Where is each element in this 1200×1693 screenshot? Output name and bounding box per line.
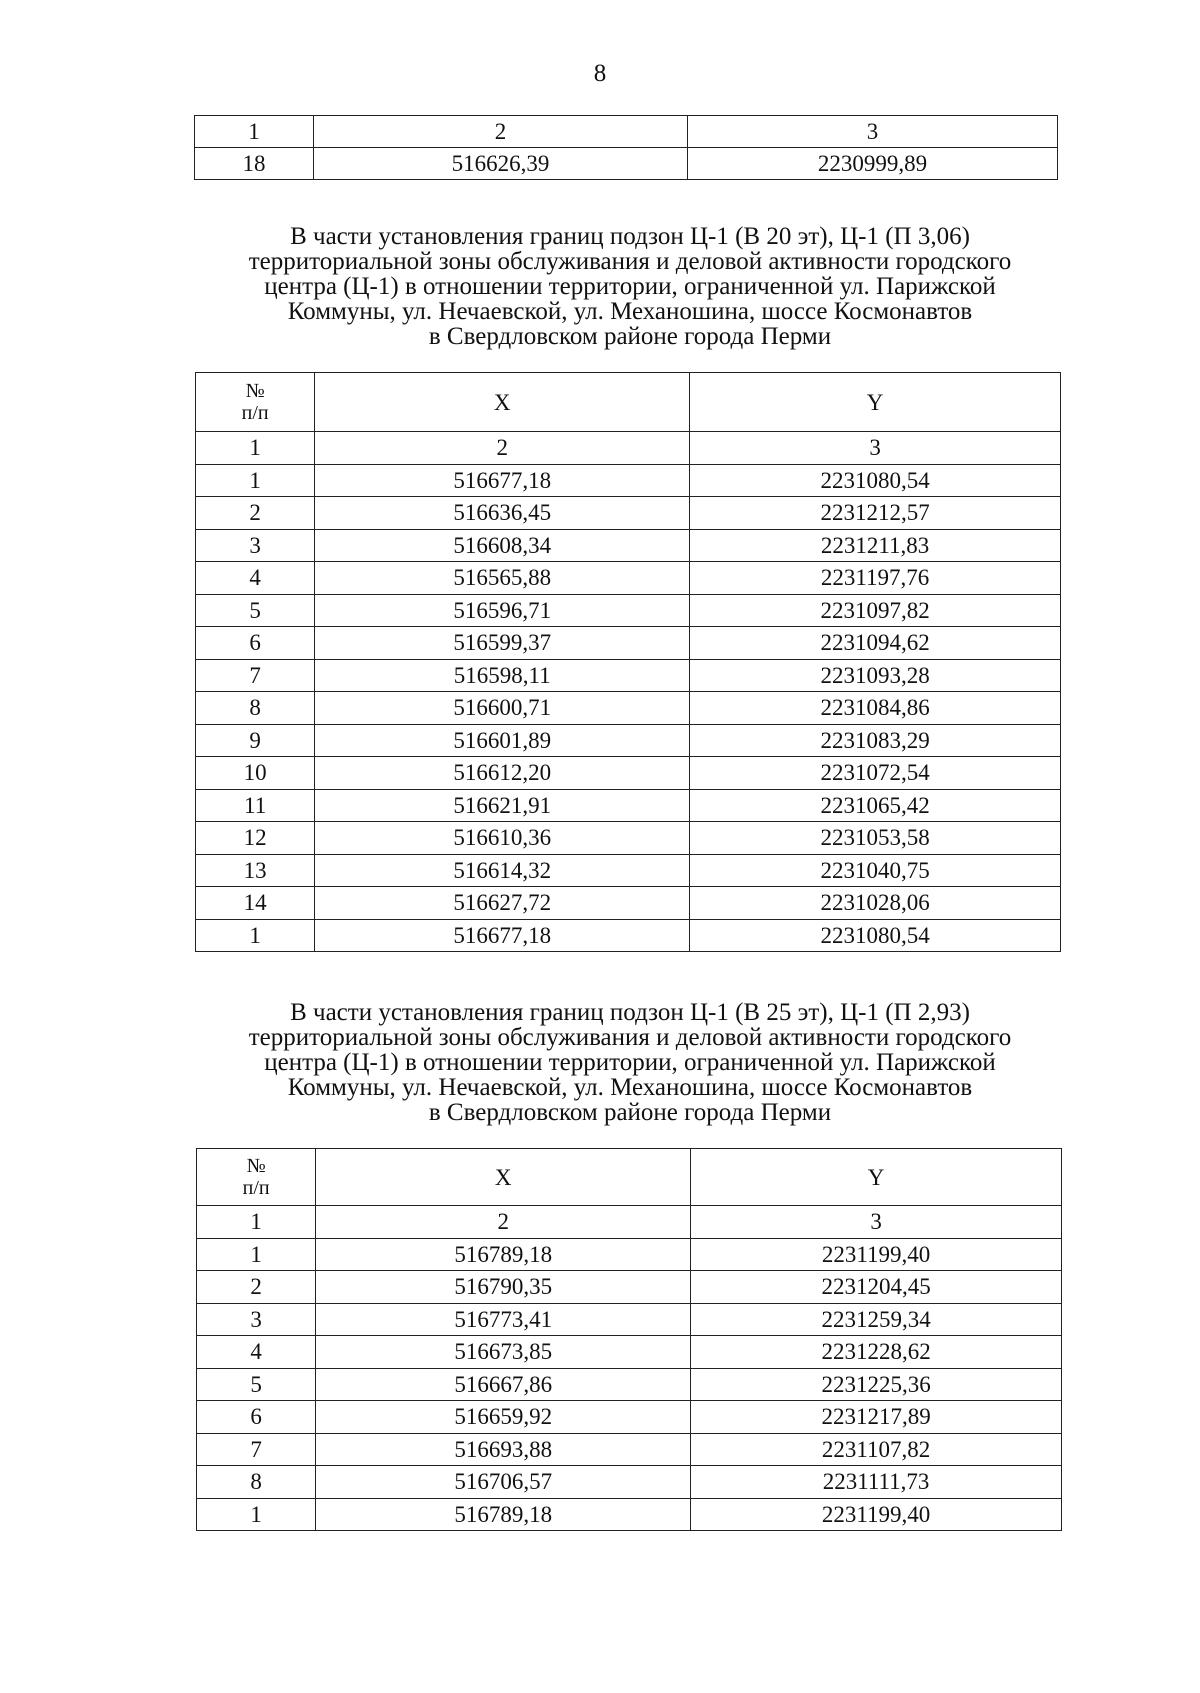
table-row bbox=[197, 1271, 1062, 1304]
header-y: Y bbox=[690, 373, 1061, 432]
row-number-cell: 6 bbox=[197, 1401, 316, 1434]
row-number-cell: 7 bbox=[197, 1433, 316, 1466]
index-cell-3: 3 bbox=[691, 1206, 1062, 1239]
index-cell-2: 2 bbox=[314, 116, 688, 148]
x-cell: 516601,89 bbox=[315, 724, 690, 757]
y-cell: 2231204,45 bbox=[691, 1271, 1062, 1304]
x-cell: 516673,85 bbox=[316, 1336, 691, 1369]
heading-line: В части установления границ подзон Ц-1 (В 20 эт), Ц-1 (П 3,06) bbox=[290, 223, 970, 250]
y-cell: 2231053,58 bbox=[690, 822, 1061, 855]
table-row bbox=[196, 627, 1061, 660]
table-row bbox=[197, 1336, 1062, 1369]
x-cell: 516565,88 bbox=[315, 562, 690, 595]
header-number bbox=[197, 1149, 316, 1206]
row-number-cell: 3 bbox=[196, 529, 315, 562]
table-row bbox=[196, 822, 1061, 855]
x-cell: 516596,71 bbox=[315, 594, 690, 627]
table-row bbox=[196, 594, 1061, 627]
y-cell: 2231093,28 bbox=[690, 659, 1061, 692]
section-2-heading bbox=[100, 1000, 1160, 1125]
x-cell: 516608,34 bbox=[315, 529, 690, 562]
table-row bbox=[197, 1368, 1062, 1401]
x-cell: 516677,18 bbox=[315, 464, 690, 497]
heading-line: территориальной зоны обслуживания и деловой активности городского bbox=[248, 248, 1012, 275]
table-row bbox=[196, 562, 1061, 595]
row-number-cell: 2 bbox=[197, 1271, 316, 1304]
row-number-cell: 11 bbox=[196, 789, 315, 822]
section-1-coordinates-table bbox=[195, 372, 1061, 952]
row-number-cell: 1 bbox=[196, 919, 315, 952]
row-number-cell: 9 bbox=[196, 724, 315, 757]
y-cell: 2230999,89 bbox=[688, 148, 1058, 180]
row-number-cell: 1 bbox=[196, 464, 315, 497]
row-number-cell: 5 bbox=[197, 1368, 316, 1401]
y-cell: 2231225,36 bbox=[691, 1368, 1062, 1401]
index-cell-1: 1 bbox=[196, 432, 315, 465]
table-row bbox=[195, 148, 1058, 180]
x-cell: 516693,88 bbox=[316, 1433, 691, 1466]
row-number-cell: 12 bbox=[196, 822, 315, 855]
y-cell: 2231199,40 bbox=[691, 1498, 1062, 1531]
heading-line: Коммуны, ул. Нечаевской, ул. Механошина, шоссе Космонавтов bbox=[287, 1074, 973, 1101]
index-cell-1: 1 bbox=[197, 1206, 316, 1239]
header-number-pp: п/п bbox=[241, 402, 269, 424]
x-cell: 516677,18 bbox=[315, 919, 690, 952]
y-cell: 2231028,06 bbox=[690, 887, 1061, 920]
y-cell: 2231197,76 bbox=[690, 562, 1061, 595]
index-cell-1: 1 bbox=[195, 116, 314, 148]
header-number-pp: п/п bbox=[242, 1177, 270, 1199]
heading-line: центра (Ц-1) в отношении территории, ограниченной ул. Парижской bbox=[264, 273, 996, 300]
table-row bbox=[197, 1303, 1062, 1336]
y-cell: 2231072,54 bbox=[690, 757, 1061, 790]
table-row bbox=[196, 497, 1061, 530]
x-cell: 516612,20 bbox=[315, 757, 690, 790]
header-x: X bbox=[315, 373, 690, 432]
table-row bbox=[196, 724, 1061, 757]
table-header-row bbox=[196, 373, 1061, 432]
row-number-cell: 8 bbox=[197, 1466, 316, 1499]
x-cell: 516610,36 bbox=[315, 822, 690, 855]
index-cell-3: 3 bbox=[688, 116, 1058, 148]
heading-line: территориальной зоны обслуживания и деловой активности городского bbox=[248, 1024, 1012, 1051]
header-number-sign: № bbox=[246, 1155, 266, 1177]
y-cell: 2231083,29 bbox=[690, 724, 1061, 757]
x-cell: 516600,71 bbox=[315, 692, 690, 725]
section-2-table-body bbox=[197, 1206, 1062, 1531]
x-cell: 516627,72 bbox=[315, 887, 690, 920]
row-number-cell: 10 bbox=[196, 757, 315, 790]
x-cell: 516790,35 bbox=[316, 1271, 691, 1304]
index-cell-2: 2 bbox=[316, 1206, 691, 1239]
row-number-cell: 4 bbox=[197, 1336, 316, 1369]
x-cell: 516626,39 bbox=[314, 148, 688, 180]
heading-line: в Свердловском районе города Перми bbox=[428, 323, 832, 350]
table-row bbox=[197, 1238, 1062, 1271]
row-number-cell: 3 bbox=[197, 1303, 316, 1336]
row-number-cell: 18 bbox=[195, 148, 314, 180]
table-header bbox=[196, 373, 1061, 432]
table-index-row bbox=[195, 116, 1058, 148]
x-cell: 516621,91 bbox=[315, 789, 690, 822]
table-index-row bbox=[197, 1206, 1062, 1239]
header-number-sign: № bbox=[245, 380, 265, 402]
index-cell-3: 3 bbox=[690, 432, 1061, 465]
heading-line: В части установления границ подзон Ц-1 (В 25 эт), Ц-1 (П 2,93) bbox=[290, 999, 970, 1026]
x-cell: 516614,32 bbox=[315, 854, 690, 887]
table-row bbox=[196, 692, 1061, 725]
header-y: Y bbox=[691, 1149, 1062, 1206]
y-cell: 2231065,42 bbox=[690, 789, 1061, 822]
header-number bbox=[196, 373, 315, 432]
section-1-table-body bbox=[196, 432, 1061, 952]
x-cell: 516599,37 bbox=[315, 627, 690, 660]
y-cell: 2231212,57 bbox=[690, 497, 1061, 530]
table-row bbox=[196, 789, 1061, 822]
row-number-cell: 14 bbox=[196, 887, 315, 920]
table-row bbox=[196, 919, 1061, 952]
y-cell: 2231107,82 bbox=[691, 1433, 1062, 1466]
table-row bbox=[197, 1433, 1062, 1466]
continuation-table-body bbox=[195, 116, 1058, 180]
row-number-cell: 1 bbox=[197, 1238, 316, 1271]
y-cell: 2231040,75 bbox=[690, 854, 1061, 887]
x-cell: 516667,86 bbox=[316, 1368, 691, 1401]
table-row bbox=[196, 887, 1061, 920]
section-2-coordinates-table bbox=[196, 1148, 1062, 1531]
y-cell: 2231217,89 bbox=[691, 1401, 1062, 1434]
row-number-cell: 5 bbox=[196, 594, 315, 627]
x-cell: 516773,41 bbox=[316, 1303, 691, 1336]
x-cell: 516659,92 bbox=[316, 1401, 691, 1434]
section-1-heading bbox=[100, 224, 1160, 349]
y-cell: 2231080,54 bbox=[690, 464, 1061, 497]
row-number-cell: 4 bbox=[196, 562, 315, 595]
table-row bbox=[196, 529, 1061, 562]
y-cell: 2231094,62 bbox=[690, 627, 1061, 660]
row-number-cell: 1 bbox=[197, 1498, 316, 1531]
heading-line: центра (Ц-1) в отношении территории, ограниченной ул. Парижской bbox=[264, 1049, 996, 1076]
x-cell: 516789,18 bbox=[316, 1238, 691, 1271]
y-cell: 2231097,82 bbox=[690, 594, 1061, 627]
page-number: 8 bbox=[593, 60, 607, 87]
heading-line: в Свердловском районе города Перми bbox=[428, 1099, 832, 1126]
table-row bbox=[197, 1466, 1062, 1499]
x-cell: 516789,18 bbox=[316, 1498, 691, 1531]
continuation-table bbox=[194, 115, 1058, 180]
row-number-cell: 6 bbox=[196, 627, 315, 660]
index-cell-2: 2 bbox=[315, 432, 690, 465]
table-header bbox=[197, 1149, 1062, 1206]
x-cell: 516706,57 bbox=[316, 1466, 691, 1499]
table-row bbox=[196, 659, 1061, 692]
y-cell: 2231084,86 bbox=[690, 692, 1061, 725]
y-cell: 2231111,73 bbox=[691, 1466, 1062, 1499]
table-row bbox=[196, 757, 1061, 790]
row-number-cell: 8 bbox=[196, 692, 315, 725]
y-cell: 2231259,34 bbox=[691, 1303, 1062, 1336]
y-cell: 2231228,62 bbox=[691, 1336, 1062, 1369]
table-header-row bbox=[197, 1149, 1062, 1206]
y-cell: 2231199,40 bbox=[691, 1238, 1062, 1271]
row-number-cell: 13 bbox=[196, 854, 315, 887]
heading-line: Коммуны, ул. Нечаевской, ул. Механошина, шоссе Космонавтов bbox=[287, 298, 973, 325]
table-row bbox=[196, 464, 1061, 497]
table-row bbox=[197, 1498, 1062, 1531]
header-x: X bbox=[316, 1149, 691, 1206]
table-row bbox=[197, 1401, 1062, 1434]
x-cell: 516598,11 bbox=[315, 659, 690, 692]
table-index-row bbox=[196, 432, 1061, 465]
row-number-cell: 7 bbox=[196, 659, 315, 692]
table-row bbox=[196, 854, 1061, 887]
row-number-cell: 2 bbox=[196, 497, 315, 530]
y-cell: 2231080,54 bbox=[690, 919, 1061, 952]
y-cell: 2231211,83 bbox=[690, 529, 1061, 562]
x-cell: 516636,45 bbox=[315, 497, 690, 530]
